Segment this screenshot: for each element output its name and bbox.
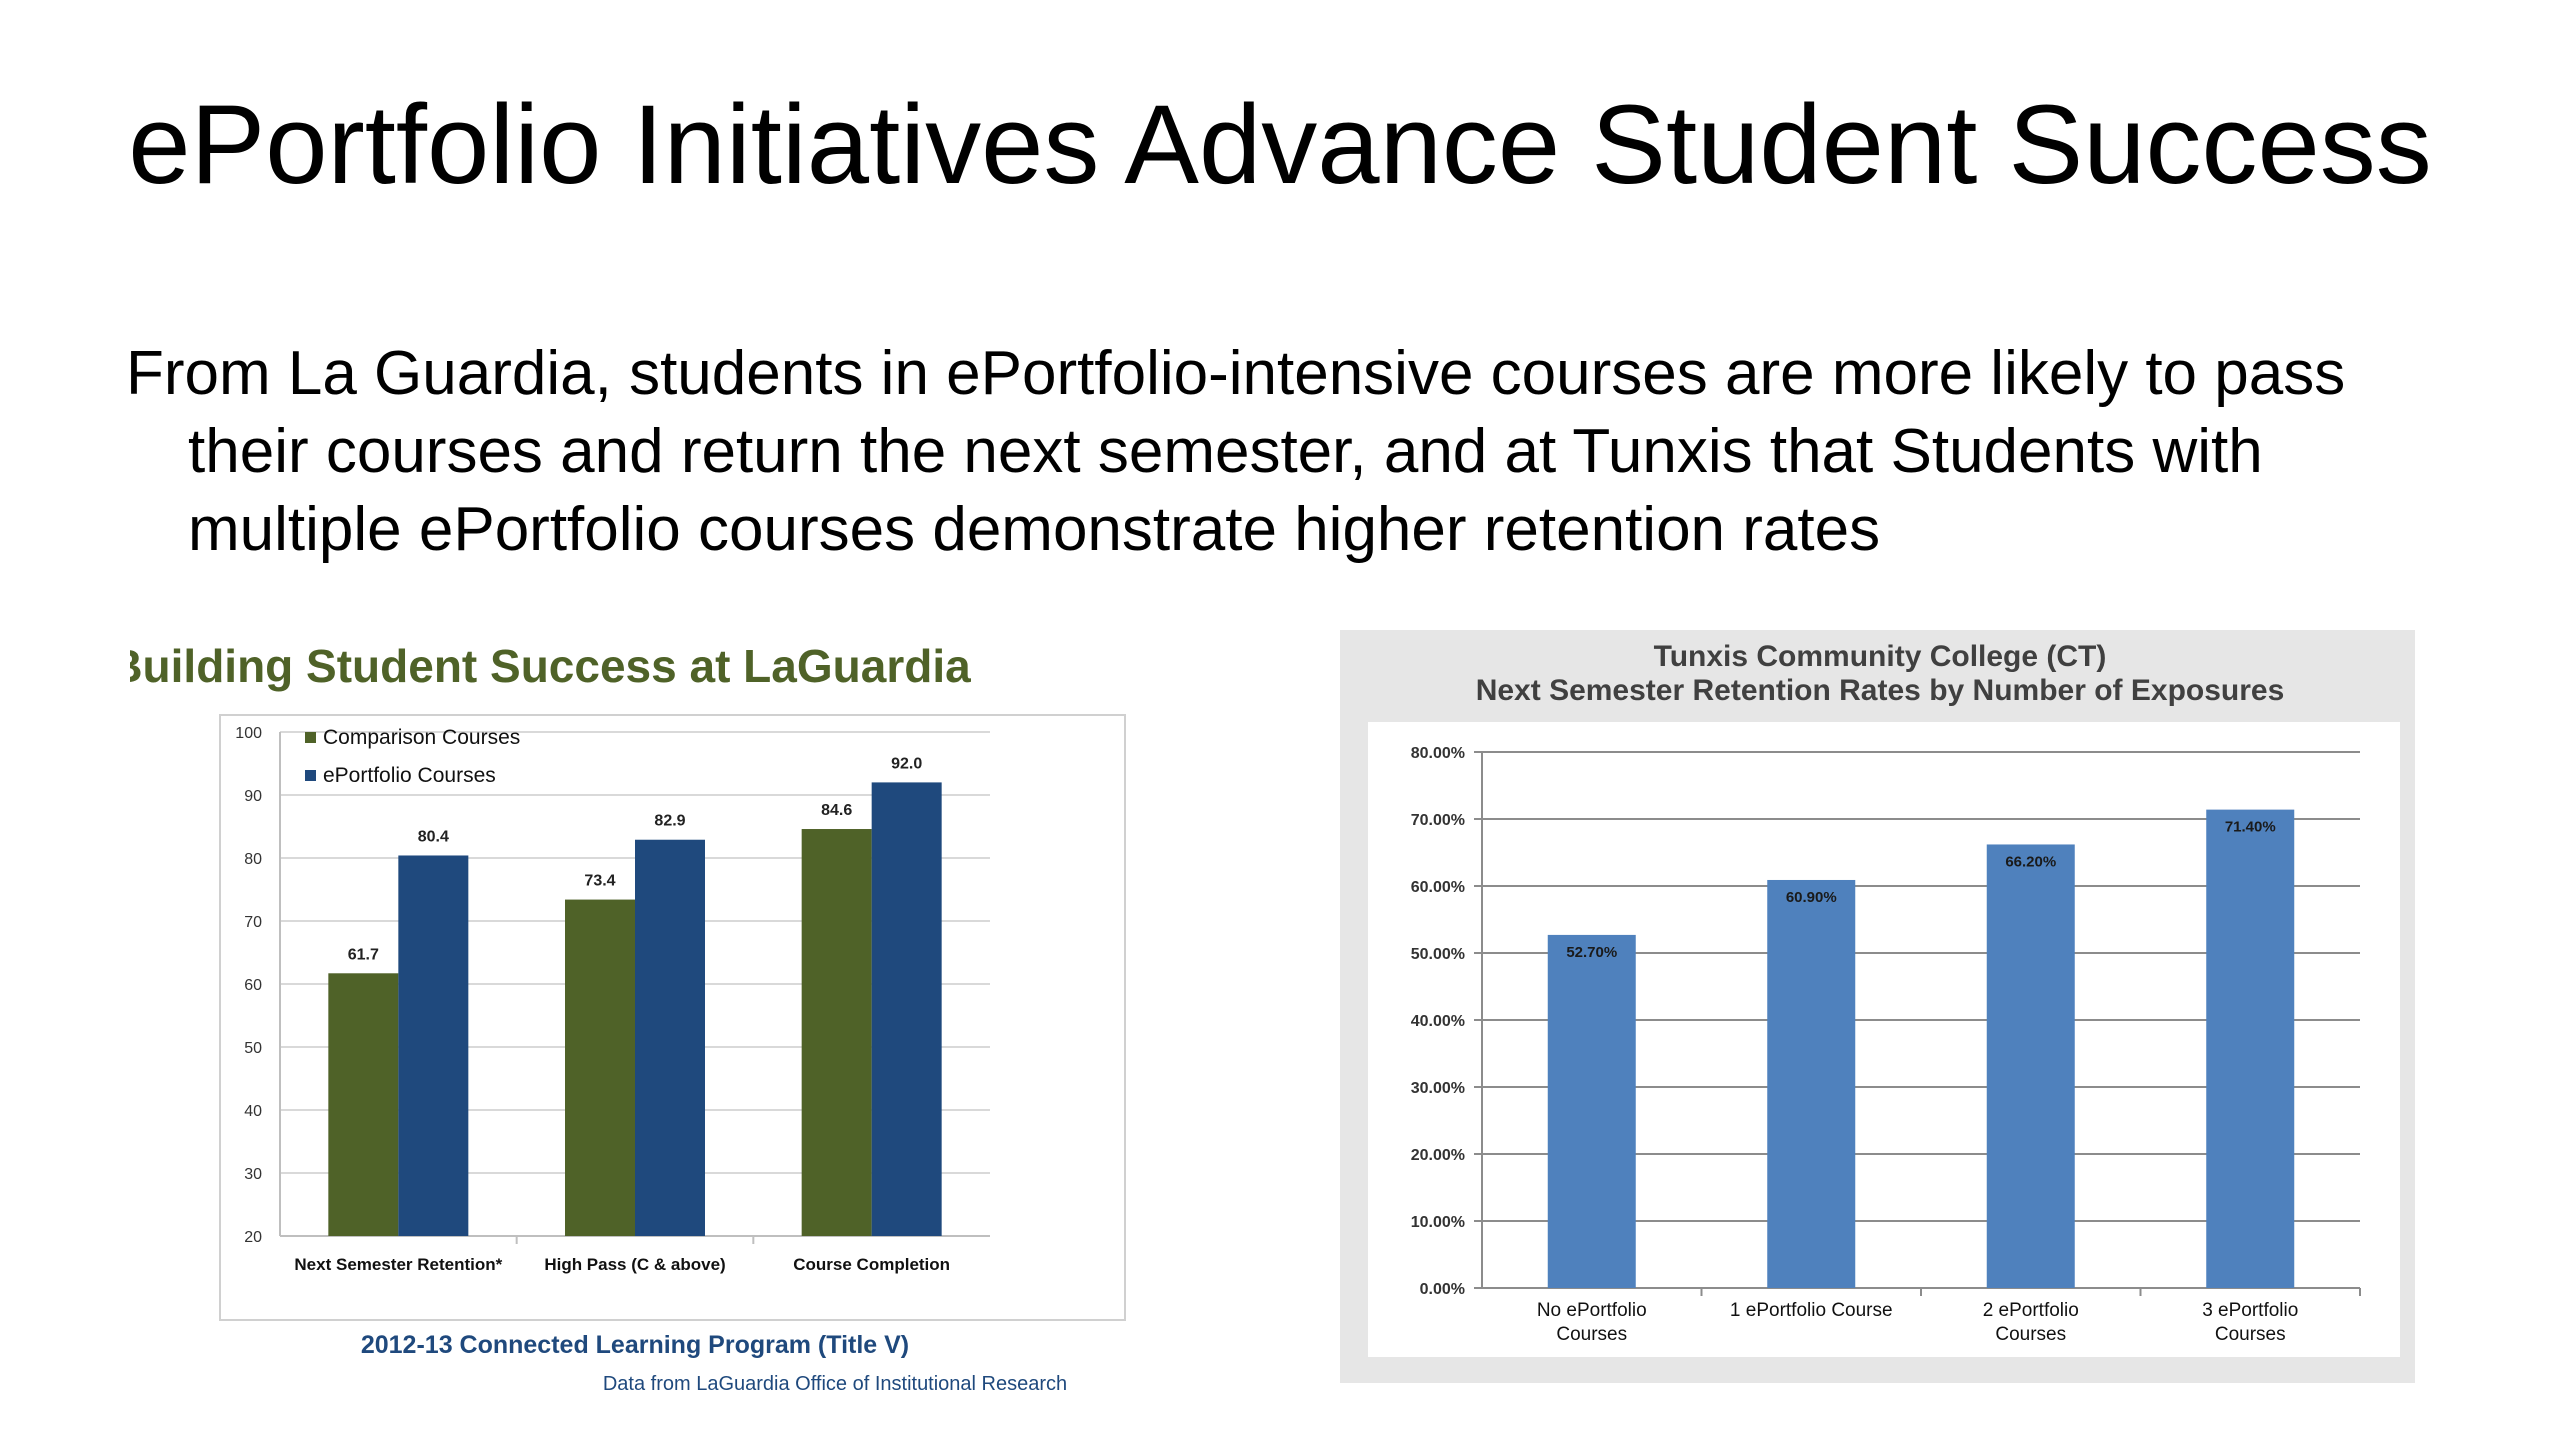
bar [1548,935,1636,1288]
y-tick-label: 80.00% [1410,745,1465,762]
data-label: 66.20% [2005,853,2057,871]
chart-source: Data from LaGuardia Office of Institutional Research [602,1373,1068,1395]
y-tick-label: 50 [244,1040,262,1057]
tunxis-chart-svg [1340,630,2420,1390]
slide-title: ePortfolio Initiatives Advance Student Success [128,82,2432,207]
x-tick-label: Courses [1995,1324,2067,1345]
y-tick-label: 90 [244,788,262,805]
tunxis-chart [1340,630,2420,1390]
x-tick-label: Course Completion [793,1255,951,1274]
x-tick-label: 1 ePortfolio Course [1729,1300,1893,1321]
data-label: 92.0 [891,755,923,773]
data-label: 60.90% [1785,888,1837,906]
y-tick-label: 30.00% [1410,1080,1465,1097]
y-tick-label: 20 [244,1229,262,1246]
data-label: 80.4 [417,828,449,846]
y-tick-label: 50.00% [1410,946,1465,963]
y-tick-label: 0.00% [1419,1281,1465,1298]
bar [1987,844,2075,1288]
data-label: 71.40% [2224,818,2276,836]
laguardia-chart-svg [130,630,1150,1400]
y-tick-label: 60 [244,977,262,994]
bar [328,973,398,1236]
x-tick-label: Next Semester Retention* [294,1255,503,1274]
slide-body-text: From La Guardia, students in ePortfolio-intensive courses are more likely to pass their courses and return the next semester, and at Tunxis that Students with multiple ePortfolio courses demonstrate higher retention rates [126,339,2346,564]
bar [802,829,872,1236]
y-tick-label: 10.00% [1410,1214,1465,1231]
chart-subtitle: Next Semester Retention Rates by Number of Exposures [1475,674,2285,707]
data-label: 82.9 [654,812,686,830]
x-tick-label: 3 ePortfolio [2202,1300,2299,1321]
legend-label: ePortfolio Courses [323,764,496,787]
y-tick-label: 70.00% [1410,812,1465,829]
x-tick-label: Courses [1556,1324,1628,1345]
laguardia-chart [130,630,1150,1400]
data-label: 84.6 [821,802,853,820]
chart-caption: 2012-13 Connected Learning Program (Title V) [360,1331,910,1359]
x-tick-label: 2 ePortfolio [1982,1300,2079,1321]
bar [2206,810,2294,1288]
data-label: 52.70% [1566,943,1618,961]
chart-title: Building Student Success at LaGuardia [130,640,971,692]
bar [398,855,468,1236]
y-tick-label: 40.00% [1410,1013,1465,1030]
y-tick-label: 70 [244,914,262,931]
y-tick-label: 40 [244,1103,262,1120]
bar [565,900,635,1236]
y-tick-label: 20.00% [1410,1147,1465,1164]
x-tick-label: Courses [2214,1324,2286,1345]
bar [1767,880,1855,1288]
y-tick-label: 100 [235,725,262,742]
x-tick-label: No ePortfolio [1536,1300,1647,1321]
y-tick-label: 30 [244,1166,262,1183]
y-tick-label: 60.00% [1410,879,1465,896]
bar [872,782,942,1236]
data-label: 61.7 [347,946,379,964]
y-tick-label: 80 [244,851,262,868]
legend-swatch [305,732,316,743]
legend-label: Comparison Courses [323,726,521,749]
chart-title: Tunxis Community College (CT) [1653,640,2107,673]
legend-swatch [305,770,316,781]
bar [635,840,705,1236]
data-label: 73.4 [584,872,616,890]
x-tick-label: High Pass (C & above) [544,1255,726,1274]
